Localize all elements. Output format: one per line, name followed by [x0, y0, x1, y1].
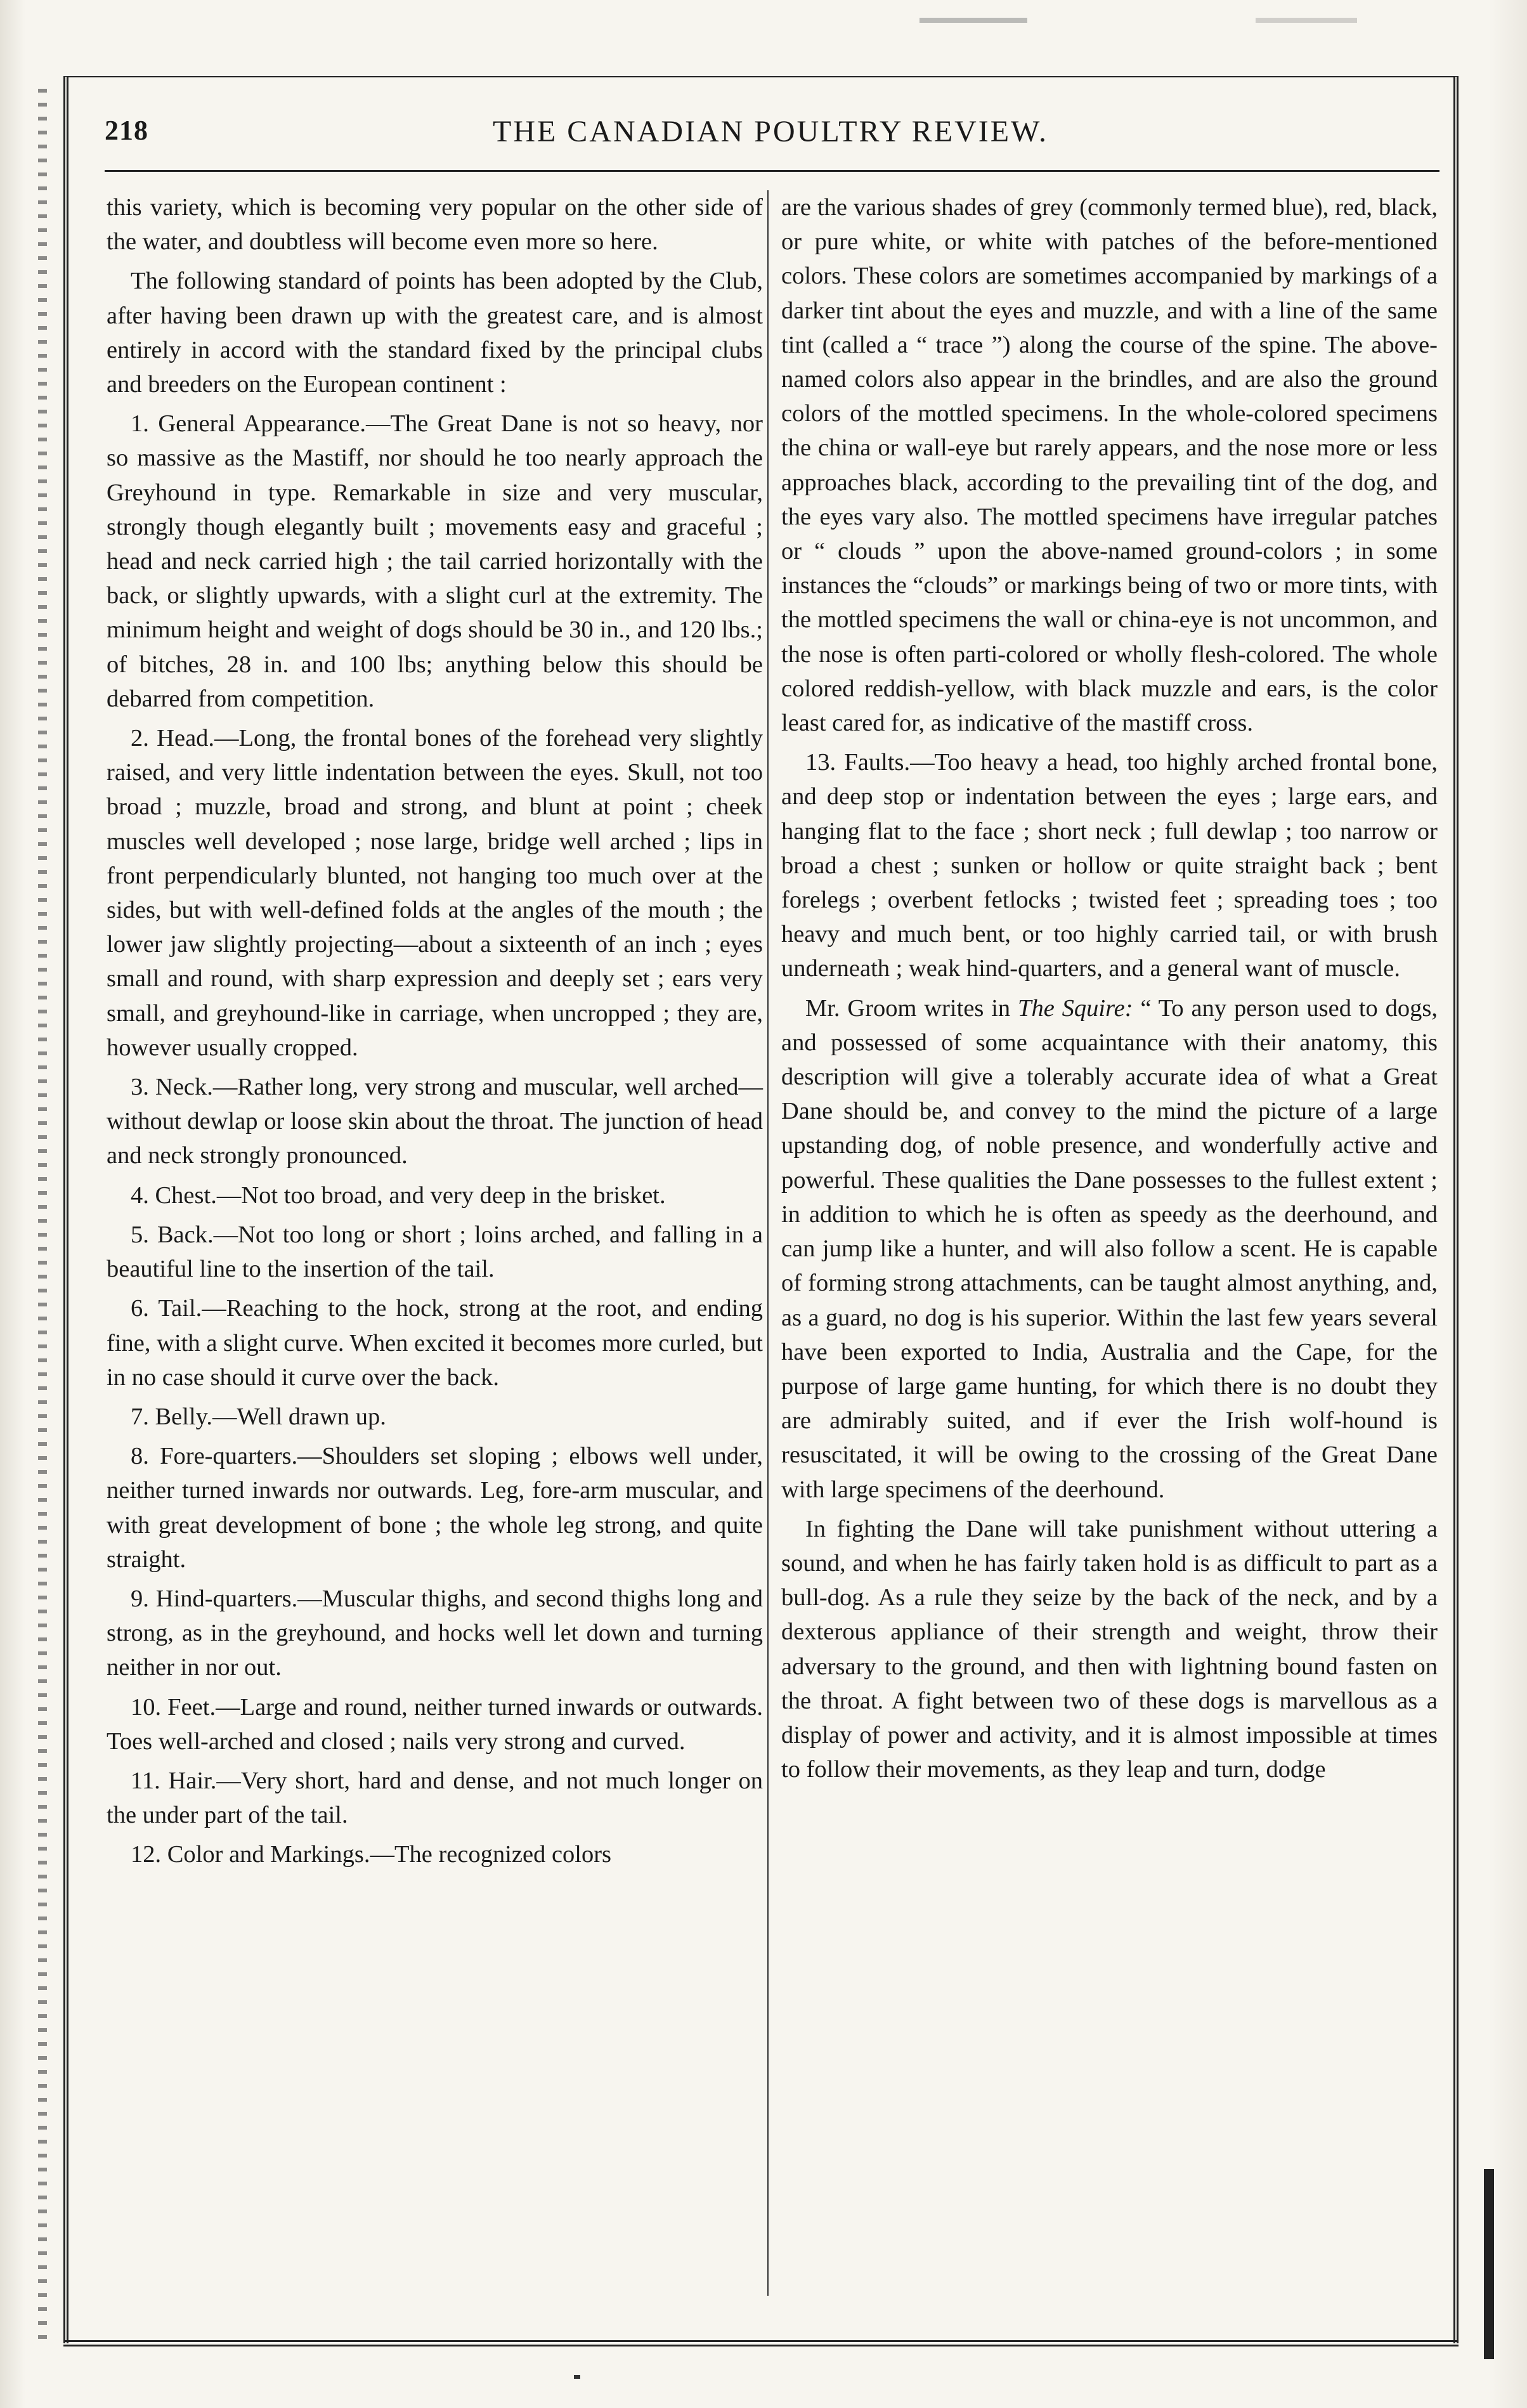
paragraph: 2. Head.—Long, the frontal bones of the forehead very slightly raised, and very little indentation between the eyes. Skull, not too broad ; muzzle, broad and strong, and blunt at point ; cheek muscles well developed ; nose large, bridge well arched ; lips in front perpendicularly blunted, not hanging too much over at the sides, but with well-defined folds at the angles of the mouth ; the lower jaw slightly projecting—about a sixteenth of an inch ; eyes small and round, with sharp expression and deeply set ; ears very small, and greyhound-like in carriage, when uncropped ; they are, however usually cropped.	[107, 725, 763, 1061]
paragraph: 11. Hair.—Very short, hard and dense, and not much longer on the under part of the tail.	[107, 1767, 763, 1829]
page-frame-bottom	[63, 2340, 1459, 2346]
right-column	[781, 190, 1438, 1792]
paragraph: 10. Feet.—Large and round, neither turned inwards or outwards. Toes well-arched and closed ; nails very strong and curved.	[107, 1693, 763, 1755]
scan-edge-mark	[1484, 2169, 1494, 2359]
footer-mark	[574, 2375, 580, 2379]
text-run: “ To any person used to dogs, and possessed of some acquaintance with their anatomy, this description will give a tolerably accurate idea of what a Great Dane should be, and convey to the mind the picture of a large upstanding dog, of noble presence, and wonderfully active and powerful. These qualities the Dane possesses to the fullest extent ; in addition to which he is often as speedy as the deerhound, and can jump like a hunter, and will also follow a scent. He is capable of forming strong attachments, can be taught almost anything, and, as a guard, no dog is his superior. Within the last few years several have been exported to India, Australia and the Cape, for the purpose of large game hunting, for which there is no doubt they are admirably suited, and if ever the Irish wolf-hound is resuscitated, it will be owing to the crossing of the Great Dane with large specimens of the deerhound.	[781, 994, 1438, 1503]
paragraph	[781, 991, 1438, 1507]
page-number: 218	[105, 115, 148, 146]
binding-edge	[38, 89, 47, 2346]
paragraph: In fighting the Dane will take punishment without uttering a sound, and when he has fairly taken hold is as difficult to part as a bull-dog. As a rule they seize by the back of the neck, and by a dexterous appliance of their strength and weight, throw their adversary to the ground, and then with lightning bound fasten on the throat. A fight between two of these dogs is marvellous as a display of power and activity, and it is almost impossible at times to follow their movements, as they leap and turn, dodge	[781, 1515, 1438, 1783]
paragraph: 1. General Appearance.—The Great Dane is not so heavy, nor so massive as the Mastiff, nor should he too nearly approach the Greyhound in type. Remarkable in size and very muscular, strongly though elegantly built ; movements easy and graceful ; head and neck carried high ; the tail carried horizontally with the back, or slightly upwards, with a slight curl at the extremity. The minimum height and weight of dogs should be 30 in., and 120 lbs.; of bitches, 28 in. and 100 lbs; anything below this should be debarred from competition.	[107, 410, 763, 712]
paragraph: 6. Tail.—Reaching to the hock, strong at the root, and ending fine, with a slight curve. When excited it becomes more curled, but in no case should it curve over the back.	[107, 1295, 763, 1391]
paragraph: are the various shades of grey (commonly termed blue), red, black, or pure white, or white with patches of the before-mentioned colors. These colors are sometimes accompanied by markings of a darker tint about the eyes and muzzle, and with a line of the same tint (called a “ trace ”) along the course of the spine. The above-named colors also appear in the brindles, and are also the ground colors of the mottled specimens. In the whole-colored specimens the china or wall-eye but rarely appears, and the nose more or less approaches black, according to the prevailing tint of the dog, and the eyes vary also. The mottled specimens have irregular patches or “ clouds ” upon the above-named ground-colors ; in some instances the “clouds” or markings being of two or more tints, with the mottled specimens the wall or china-eye is not uncommon, and the nose is often parti-colored or wholly flesh-colored. The whole colored reddish-yellow, with black muzzle and ears, is the color least cared for, as indicative of the mastiff cross.	[781, 194, 1438, 737]
left-column	[107, 190, 763, 1877]
paragraph: The following standard of points has been adopted by the Club, after having been drawn up with the greatest care, and is almost entirely in accord with the standard fixed by the principal clubs and breeders on the European continent :	[107, 268, 763, 398]
publication-title: The Squire:	[1018, 994, 1133, 1022]
page-header	[105, 114, 1436, 159]
header-rule	[105, 170, 1439, 172]
paragraph: 13. Faults.—Too heavy a head, too highly arched frontal bone, and deep stop or indentation between the eyes ; large ears, and hanging flat to the face ; short neck ; full dewlap ; too narrow or broad a chest ; sunken or hollow or quite straight back ; bent forelegs ; overbent fetlocks ; twisted feet ; spreading toes ; too heavy and much bent, or too highly carried tail, or with brush underneath ; weak hind-quarters, and a general want of muscle.	[781, 749, 1438, 982]
scan-shadow-right	[1489, 0, 1527, 2408]
column-divider	[767, 190, 769, 2296]
paragraph: this variety, which is becoming very popular on the other side of the water, and doubtless will become even more so here.	[107, 194, 763, 256]
scan-smudge	[1256, 18, 1357, 23]
paragraph: 3. Neck.—Rather long, very strong and muscular, well arched—without dewlap or loose skin about the throat. The junction of head and neck strongly pronounced.	[107, 1074, 763, 1169]
paragraph: 5. Back.—Not too long or short ; loins arched, and falling in a beautiful line to the insertion of the tail.	[107, 1221, 763, 1283]
paragraph: 9. Hind-quarters.—Muscular thighs, and second thighs long and strong, as in the greyhound, and hocks well let down and turning neither in nor out.	[107, 1585, 763, 1681]
paragraph: 8. Fore-quarters.—Shoulders set sloping ; elbows well under, neither turned inwards nor outwards. Leg, fore-arm muscular, and with great development of bone ; the whole leg strong, and quite straight.	[107, 1443, 763, 1573]
paragraph: 12. Color and Markings.—The recognized colors	[131, 1841, 612, 1868]
scan-smudge	[919, 18, 1027, 23]
scan-shadow-left	[0, 0, 25, 2408]
paragraph: 4. Chest.—Not too broad, and very deep in the brisket.	[131, 1181, 666, 1209]
text-run: Mr. Groom writes in	[805, 994, 1018, 1022]
paragraph: 7. Belly.—Well drawn up.	[131, 1403, 386, 1430]
running-title: THE CANADIAN POULTRY REVIEW.	[493, 115, 1048, 148]
